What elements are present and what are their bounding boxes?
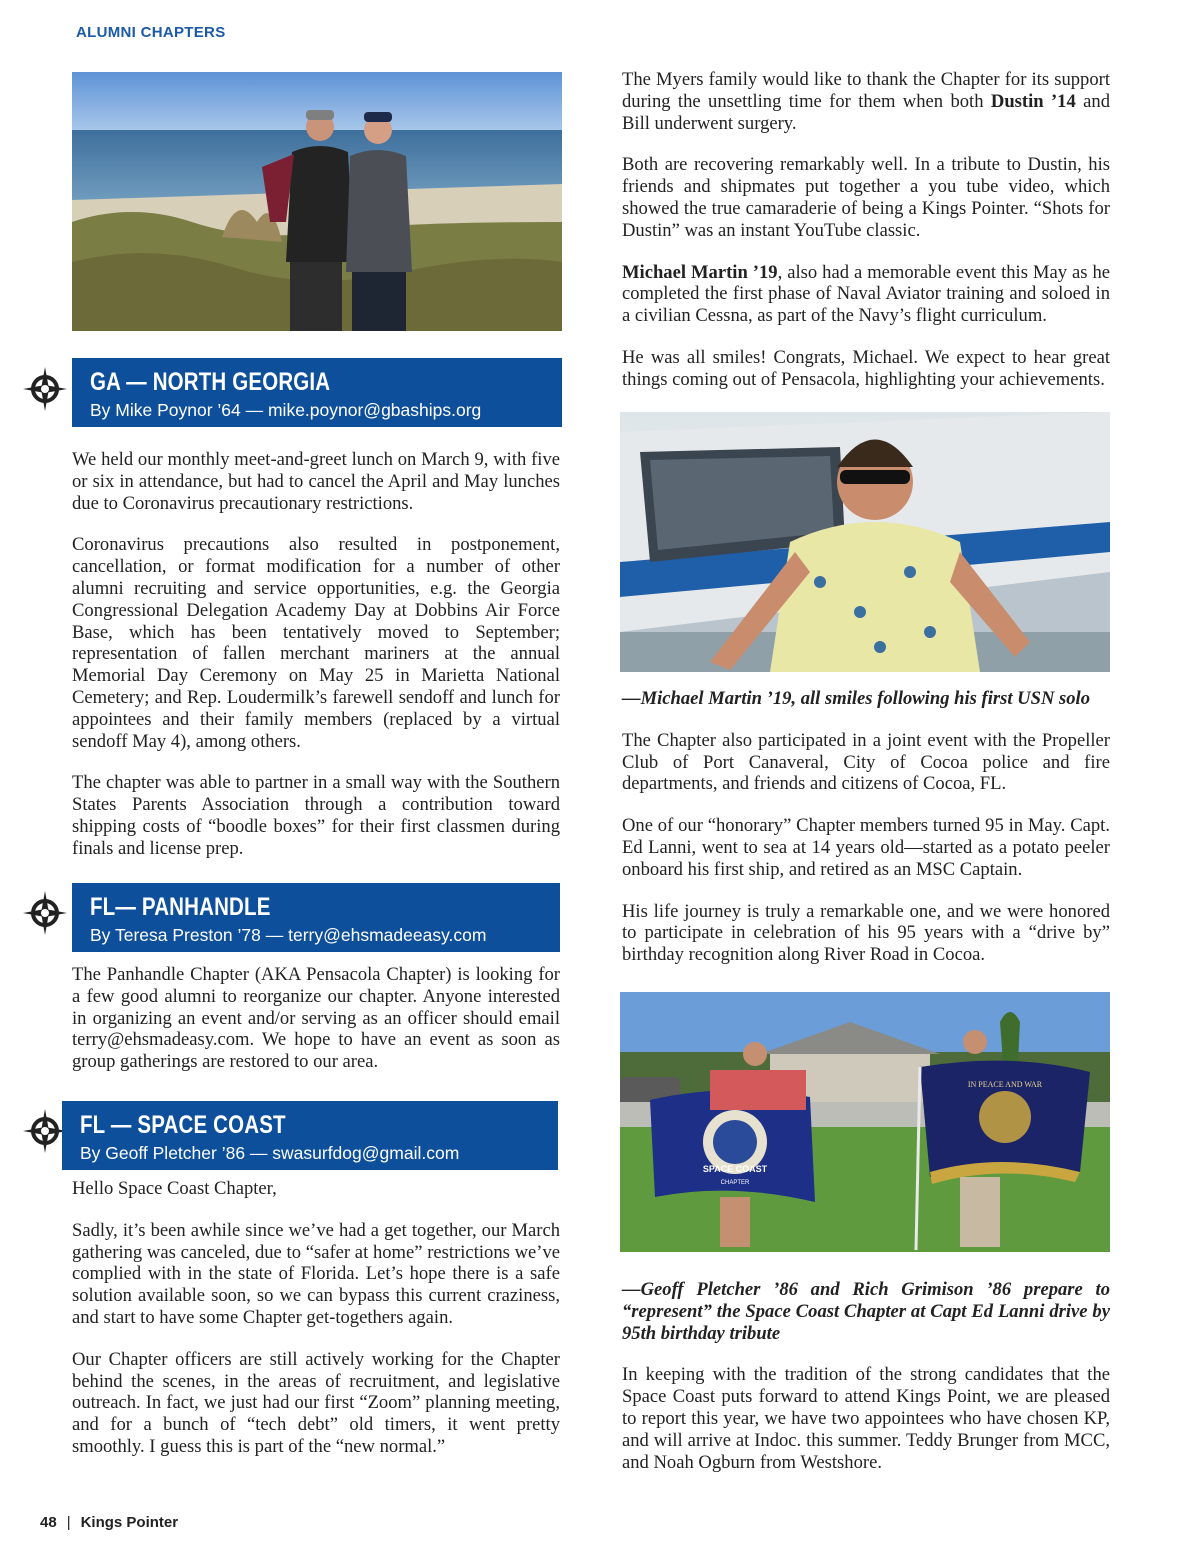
- footer-separator: |: [66, 1514, 71, 1531]
- paragraph: Our Chapter officers are still actively working for the Chapter behind the scenes, in the areas of recruitment, and legislative outreach. In fact, we just had our first “Zoom” planning meeting, and for a bunch of “tech debt” old timers, it went pretty smoothly. I guess this is part of the “new normal.”: [72, 1348, 560, 1457]
- flag-text: IN PEACE AND WAR: [967, 1080, 1043, 1089]
- paragraph: Hello Space Coast Chapter,: [72, 1178, 277, 1199]
- chapter-byline: By Mike Poynor ’64 — mike.poynor@gbaships.org: [90, 400, 482, 420]
- chapter-byline: By Geoff Pletcher ’86 — swasurfdog@gmail.com: [80, 1143, 460, 1163]
- right-bottom-text: [622, 1279, 1110, 1473]
- page-footer: [40, 1514, 178, 1531]
- paragraph: The Myers family would like to thank the Chapter for its support during the unsettling time for them when both Dustin ’14 and Bill underwent surgery.: [622, 69, 1110, 134]
- right-mid-text: [622, 688, 1110, 966]
- paragraph: His life journey is truly a remarkable one, and we were honored to participate in celebration of his 95 years with a “drive by” birthday recognition along River Road in Cocoa.: [622, 900, 1110, 966]
- paragraph: We held our monthly meet-and-greet lunch on March 9, with five or six in attendance, but had to cancel the April and May lunches due to Coronavirus precautionary restrictions.: [72, 449, 560, 514]
- paragraph: The chapter was able to partner in a small way with the Southern States Parents Association through a contribution toward shipping costs of “boodle boxes” for their first classmen during finals and license prep.: [72, 772, 560, 859]
- chapter-title: FL — SPACE COAST: [80, 1111, 286, 1139]
- flag-text: SPACE COAST: [702, 1164, 768, 1174]
- flags-photo: [620, 992, 1110, 1252]
- photo-caption: —Michael Martin ’19, all smiles following his first USN solo: [622, 688, 1091, 709]
- page-number: 48: [40, 1514, 57, 1531]
- paragraph: Sadly, it’s been awhile since we’ve had a get together, our March gathering was canceled, due to “safer at home” restrictions we’ve complied with in the state of Florida. Let’s hope there is a safe solution available soon, so we can bypass this current craziness, and start to have some Chapter get-togethers again.: [72, 1219, 560, 1328]
- chapter-header-fl-panhandle: [72, 883, 560, 952]
- compass-rose-icon: [22, 366, 68, 412]
- ga-body: [72, 449, 560, 860]
- space-coast-body: [72, 1178, 560, 1458]
- panhandle-body: [72, 964, 560, 1073]
- flag-text: CHAPTER: [720, 1180, 750, 1186]
- chapter-header-fl-space-coast: [62, 1101, 558, 1170]
- paragraph: The Chapter also participated in a joint event with the Propeller Club of Port Canaveral, City of Cocoa police and fire departments, and friends and citizens of Cocoa, FL.: [622, 729, 1110, 795]
- paragraph: Coronavirus precautions also resulted in postponement, cancellation, or format modification for a number of other alumni recruiting and service opportunities, e.g. the Georgia Congressional Delegation Academy Day at Dobbins Air Force Base, which has been tentatively moved to September; representation of fallen merchant mariners at the annual Memorial Day Ceremony on May 25 in Marietta National Cemetery; and Rep. Loudermilk’s farewell sendoff and lunch for appointees and their family members (replaced by a virtual sendoff May 4), among others.: [72, 534, 560, 752]
- section-label: ALUMNI CHAPTERS: [76, 24, 226, 41]
- photo-caption: —Geoff Pletcher ’86 and Rich Grimison ’86 prepare to “represent” the Space Coast Chapter at Capt Ed Lanni drive by 95th birthday tribute: [622, 1279, 1110, 1344]
- paragraph: Michael Martin ’19, also had a memorable event this May as he completed the first phase of Naval Aviator training and soloed in a civilian Cessna, as part of the Navy’s flight curriculum.: [622, 261, 1111, 327]
- paragraph: One of our “honorary” Chapter members turned 95 in May. Capt. Ed Lanni, went to sea at 14 years old—started as a potato peeler onboard his first ship, and retired as an MSC Captain.: [622, 815, 1110, 880]
- paragraph: In keeping with the tradition of the strong candidates that the Space Coast puts forward to attend Kings Point, we are pleased to report this year, we have two appointees who have chosen KP, and will arrive at Indoc. this summer. Teddy Brunger from MCC, and Noah Ogburn from Westshore.: [622, 1364, 1110, 1473]
- publication-name: Kings Pointer: [80, 1514, 179, 1531]
- chapter-header-ga-north-georgia: [72, 358, 562, 427]
- right-top-text: [622, 69, 1110, 391]
- paragraph: Both are recovering remarkably well. In a tribute to Dustin, his friends and shipmates put together a you tube video, which showed the true camaraderie of being a Kings Pointer. “Shots for Dustin” was an instant YouTube classic.: [622, 154, 1110, 241]
- paragraph: He was all smiles! Congrats, Michael. We expect to hear great things coming out of Pensacola, highlighting your achievements.: [622, 346, 1110, 390]
- beach-photo: [72, 72, 562, 331]
- pilot-photo: [620, 412, 1110, 672]
- compass-rose-icon: [22, 890, 68, 936]
- chapter-title: GA — NORTH GEORGIA: [90, 368, 331, 396]
- paragraph: The Panhandle Chapter (AKA Pensacola Chapter) is looking for a few good alumni to reorganize our chapter. Anyone interested in organizing an event and/or serving as an officer should email terry@ehsmadeasy.com. We hope to have an event as soon as group gatherings are restored to our area.: [72, 964, 560, 1073]
- chapter-byline: By Teresa Preston ’78 — terry@ehsmadeeasy.com: [90, 925, 487, 945]
- chapter-title: FL— PANHANDLE: [90, 893, 271, 921]
